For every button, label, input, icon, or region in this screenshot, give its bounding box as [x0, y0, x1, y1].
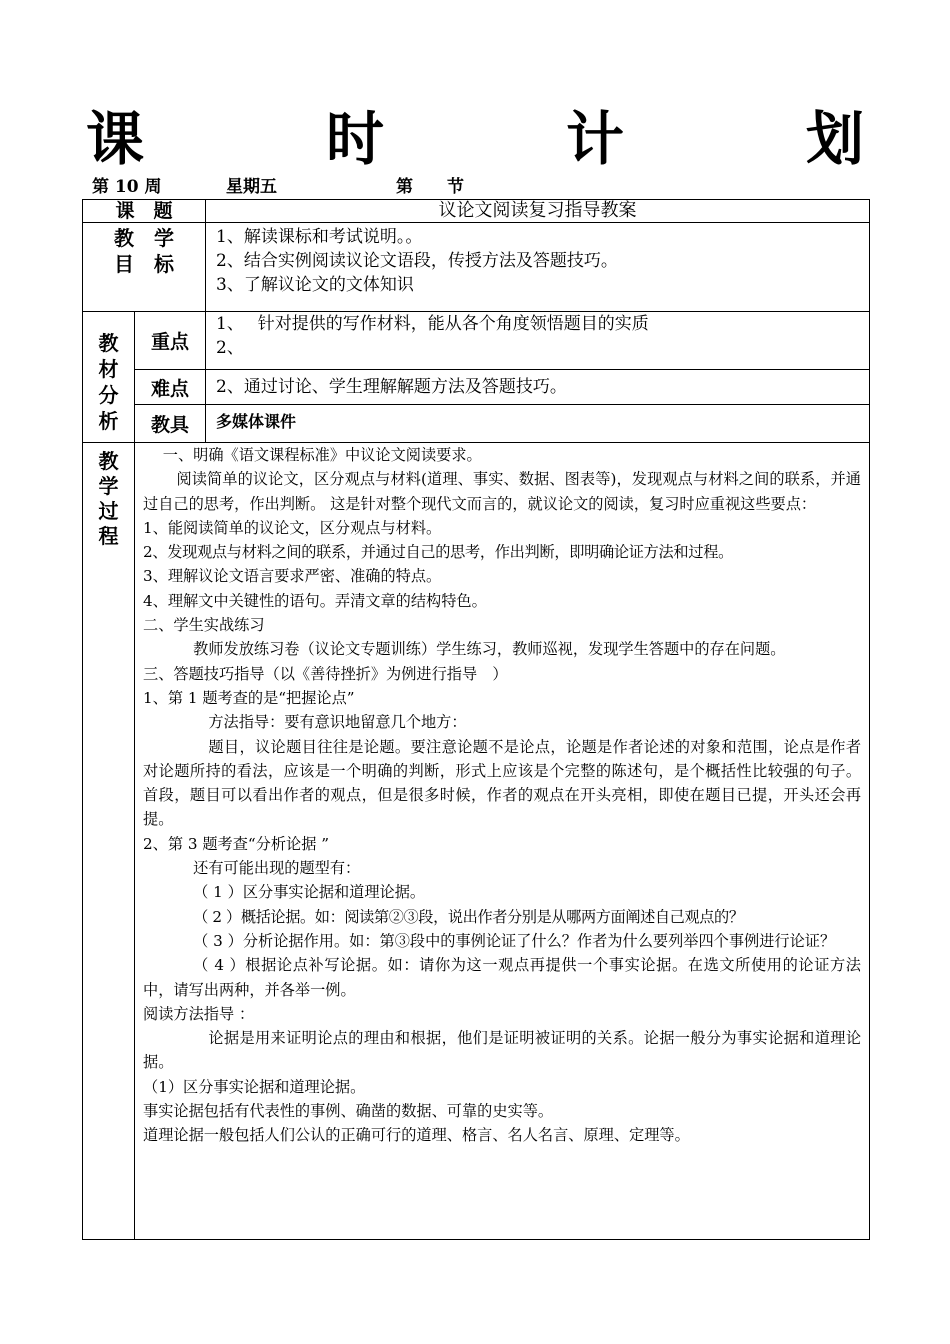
process-paragraph: 2、发现观点与材料之间的联系，并通过自己的思考，作出判断，即明确论证方法和过程。	[143, 543, 733, 562]
process-label-char: 过	[98, 499, 119, 523]
tools-value: 多媒体课件	[206, 405, 870, 443]
process-paragraph: 阅读简单的议论文，区分观点与材料(道理、事实、数据、图表等)，发现观点与材料之间的联系，并通过自己的思考，作出判断。 这是针对整个现代文而言的，就议论文的阅读，复习时应重视这些要点：	[143, 470, 861, 513]
difficulty-row	[83, 370, 870, 405]
process-row	[83, 443, 870, 1240]
key-list	[206, 312, 870, 370]
process-paragraph: 教师发放练习卷（议论文专题训练）学生练习，教师巡视，发现学生答题中的存在问题。	[193, 640, 786, 659]
goals-label-line1: 教 学	[114, 226, 174, 250]
process-paragraph: 4、理解文中关键性的语句。弄清文章的结构特色。	[143, 591, 487, 610]
process-paragraph: 题目，议论题目往往是论题。要注意论题不是论点，论题是作者论述的对象和范围，论点是作者对论题所持的看法，应该是一个明确的判断，形式上应该是个完整的陈述句，是个概括性比较强的句子。 首段，题目可以看出作者的观点，但是很多时候，作者的观点在开头亮相，即使在题目已提，开头还会再提。	[143, 737, 861, 829]
process-paragraph: 3、理解议论文语言要求严密、准确的特点。	[143, 567, 442, 586]
analysis-label-char: 分	[98, 383, 119, 407]
process-paragraph: （1）区分事实论据和道理论据。	[143, 1077, 366, 1096]
process-paragraph: 还有可能出现的题型有：	[193, 859, 361, 878]
goal-item: 3、了解议论文的文体知识	[216, 275, 414, 295]
process-content	[135, 443, 870, 1240]
analysis-label-char: 析	[98, 409, 119, 433]
topic-value: 议论文阅读复习指导教案	[206, 200, 870, 223]
analysis-label-char: 材	[98, 357, 119, 381]
process-paragraph: 事实论据包括有代表性的事例、确凿的数据、可靠的史实等。	[143, 1102, 554, 1121]
goal-item: 2、结合实例阅读议论文语段，传授方法及答题技巧。	[216, 251, 618, 271]
process-label-char: 学	[98, 474, 119, 498]
goals-list	[206, 223, 870, 312]
goals-label-line2: 目 标	[114, 252, 174, 276]
key-row	[83, 312, 870, 370]
difficulty-label: 难点	[135, 370, 206, 405]
process-label	[83, 443, 135, 1240]
topic-label: 课 题	[83, 200, 206, 223]
process-paragraph: （ 1 ）区分事实论据和道理论据。	[193, 883, 426, 902]
schedule-header	[92, 176, 464, 198]
process-paragraph: （ 4 ）根据论点补写论据。如：请你为这一观点再提供一个事实论据。在选文所使用的论证方法中，请写出两种，并各举一例。	[143, 956, 861, 999]
goal-item: 1、解读课标和考试说明。。	[216, 227, 423, 247]
key-item: 1、 针对提供的写作材料，能从各个角度领悟题目的实质	[216, 314, 649, 334]
weekday-label: 星期五	[226, 177, 277, 197]
week-label: 第 10 周	[92, 177, 162, 197]
tools-row	[83, 405, 870, 443]
goals-label	[83, 223, 206, 312]
difficulty-value: 2、通过讨论、学生理解解题方法及答题技巧。	[206, 370, 870, 405]
process-label-char: 程	[98, 524, 119, 548]
process-paragraph: 2、第 3 题考查“分析论据 ”	[143, 834, 330, 853]
process-paragraph: 二、学生实战练习	[143, 616, 265, 635]
process-label-char: 教	[98, 449, 119, 473]
process-paragraph: 方法指导：要有意识地留意几个地方：	[208, 713, 467, 732]
process-paragraph: 三、答题技巧指导（以《善待挫折》为例进行指导 ）	[143, 664, 508, 683]
goals-row	[83, 223, 870, 312]
key-item: 2、	[216, 338, 244, 358]
tools-label: 教具	[135, 405, 206, 443]
key-label: 重点	[135, 312, 206, 370]
process-paragraph: 道理论据一般包括人们公认的正确可行的道理、格言、名人名言、原理、定理等。	[143, 1126, 690, 1145]
lesson-plan-table	[82, 199, 870, 1240]
process-paragraph: 论据是用来证明论点的理由和根据，他们是证明被证明的关系。论据一般分为事实论据和道理论据。	[143, 1029, 861, 1072]
analysis-label-char: 教	[98, 331, 119, 355]
page-title: 课 时 计 划	[85, 105, 926, 173]
process-paragraph: 阅读方法指导 ：	[143, 1004, 255, 1023]
process-paragraph: 一、明确《语文课程标准》中议论文阅读要求。	[162, 446, 482, 464]
process-paragraph: （ 3 ）分析论据作用。如：第③段中的事例论证了什么？作者为什么要列举四个事例进行论证？	[193, 931, 836, 950]
topic-row	[83, 200, 870, 223]
section-label: 第 节	[396, 177, 464, 197]
process-paragraph: 1、第 1 题考查的是“把握论点”	[143, 688, 355, 707]
analysis-label	[83, 312, 135, 443]
process-paragraph: （ 2 ）概括论据。如：阅读第②③段，说出作者分别是从哪两方面阐述自己观点的？	[193, 907, 744, 926]
process-paragraph: 1、能阅读简单的议论文，区分观点与材料。	[143, 518, 442, 537]
